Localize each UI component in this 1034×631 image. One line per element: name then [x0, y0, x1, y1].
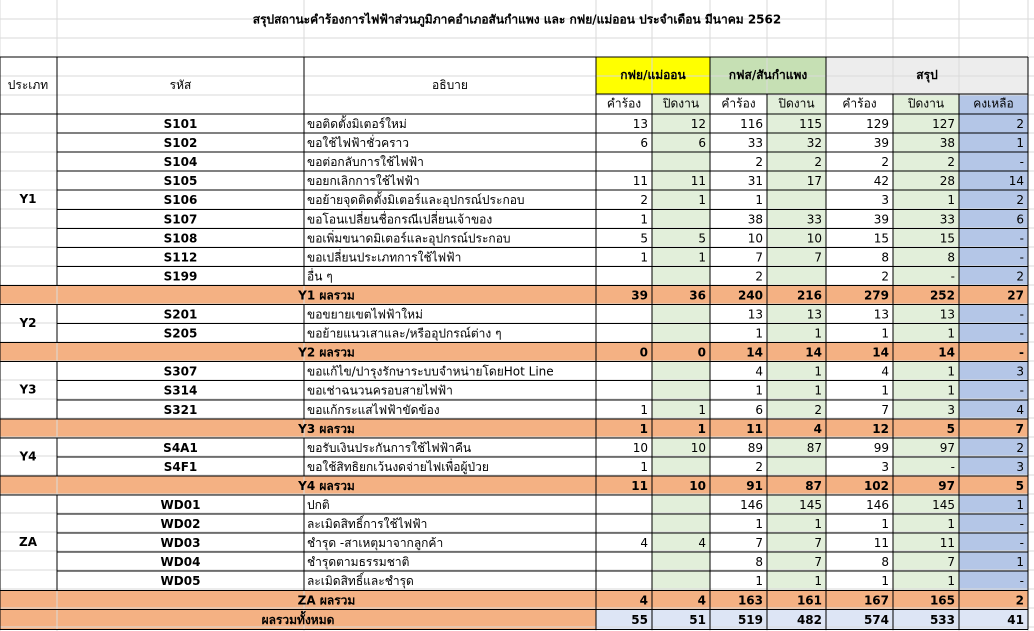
- value-cell: 97: [939, 440, 955, 455]
- remaining-value: 3: [1016, 364, 1024, 379]
- row-description: ขอเช่าฉนวนครอบสายไฟฟ้า: [307, 383, 453, 398]
- value-cell: 116: [740, 117, 763, 132]
- value-cell: 127: [932, 117, 955, 132]
- value-cell: 1: [755, 574, 763, 589]
- category-label: ZA: [19, 535, 37, 550]
- value-cell: 146: [866, 498, 889, 513]
- value-cell: 14: [938, 345, 955, 360]
- remaining-value: -: [1019, 383, 1024, 398]
- subtotal-label: Y1 ผลรวม: [298, 288, 355, 303]
- header-category: ประเภท: [7, 78, 49, 92]
- value-cell: 102: [863, 478, 889, 493]
- row-description: ขอขยายเขตไฟฟ้าใหม่: [307, 307, 423, 322]
- remaining-value: 27: [1007, 288, 1024, 303]
- row-description: ขอแก้กระแสไฟฟ้าขัดข้อง: [307, 402, 440, 417]
- value-cell: 145: [932, 498, 955, 513]
- value-cell: 161: [796, 593, 822, 608]
- value-cell: 6: [698, 136, 706, 151]
- value-cell: 115: [799, 117, 822, 132]
- remaining-value: -: [1019, 326, 1024, 341]
- value-cell: 6: [640, 136, 648, 151]
- value-cell: 11: [873, 536, 889, 551]
- value-fill: [893, 266, 959, 285]
- value-fill: [959, 228, 1028, 247]
- value-cell: 11: [631, 478, 648, 493]
- remaining-value: 7: [1015, 421, 1024, 436]
- value-cell: 31: [747, 174, 763, 189]
- value-cell: 7: [814, 536, 822, 551]
- value-cell: 1: [698, 193, 706, 208]
- value-cell: 1: [697, 421, 706, 436]
- header-code: รหัส: [169, 78, 192, 92]
- value-cell: 12: [872, 421, 889, 436]
- remaining-value: 6: [1016, 212, 1024, 227]
- value-cell: 1: [814, 574, 822, 589]
- value-cell: 1: [881, 326, 889, 341]
- value-cell: 51: [689, 612, 706, 627]
- header-description: อธิบาย: [432, 78, 468, 92]
- row-description: ขอแก้ไข/ปารุงรักษาระบบจำหน่ายโดยHot Line: [307, 364, 554, 379]
- value-fill: [652, 457, 710, 476]
- remaining-value: 5: [1015, 478, 1024, 493]
- value-cell: 10: [806, 231, 822, 246]
- sheet-title: สรุปสถานะคำร้องการไฟฟ้าส่วนภูมิภาคอำเภอสันกำแพง และ กฟย/แม่ออน ประจำเดือน มีนาคม 2562: [252, 12, 782, 27]
- value-cell: 2: [881, 155, 889, 170]
- value-cell: 1: [881, 574, 889, 589]
- value-cell: 17: [806, 174, 822, 189]
- value-cell: 2: [640, 193, 648, 208]
- value-fill: [767, 266, 826, 285]
- remaining-value: 14: [1008, 174, 1024, 189]
- value-cell: 2: [755, 155, 763, 170]
- row-code: S205: [163, 326, 198, 341]
- remaining-value: 1: [1016, 136, 1024, 151]
- value-cell: 13: [806, 307, 822, 322]
- value-cell: 10: [690, 440, 706, 455]
- row-code: S105: [163, 174, 198, 189]
- value-cell: 7: [947, 555, 955, 570]
- row-description: ขอติดตั้งมิเตอร์ใหม่: [307, 117, 407, 132]
- value-cell: 97: [938, 478, 955, 493]
- row-code: WD02: [160, 517, 201, 532]
- row-code: S107: [163, 212, 198, 227]
- value-cell: 1: [640, 459, 648, 474]
- value-cell: 0: [697, 345, 706, 360]
- row-description: ขอย้ายแนวเสาและ/หรืออุปกรณ์ต่าง ๆ: [307, 326, 502, 341]
- value-cell: 11: [690, 174, 706, 189]
- remaining-value: 3: [1016, 459, 1024, 474]
- value-cell: 32: [806, 136, 822, 151]
- row-code: S106: [163, 193, 198, 208]
- value-fill: [652, 381, 710, 400]
- row-code: S104: [163, 155, 198, 170]
- remaining-value: -: [1019, 574, 1024, 589]
- row-description: ขอเพิ่มขนาดมิเตอร์และอุปกรณ์ประกอบ: [307, 231, 511, 246]
- value-cell: 574: [863, 612, 889, 627]
- value-cell: 33: [939, 212, 955, 227]
- value-cell: 2: [755, 269, 763, 284]
- value-cell: 5: [640, 231, 648, 246]
- row-description: ขอรับเงินประกันการใช้ไฟฟ้าคืน: [307, 440, 472, 455]
- value-cell: 1: [755, 193, 763, 208]
- row-code: S307: [163, 364, 198, 379]
- subtotal-label: Y4 ผลรวม: [298, 478, 355, 493]
- value-cell: 1: [640, 402, 648, 417]
- remaining-value: -: [1019, 307, 1024, 322]
- row-code: S112: [163, 250, 198, 265]
- value-cell: 2: [755, 459, 763, 474]
- remaining-value: 2: [1016, 269, 1024, 284]
- value-cell: 533: [929, 612, 955, 627]
- value-cell: 1: [814, 364, 822, 379]
- header-remaining: คงเหลือ: [973, 96, 1014, 111]
- value-cell: 3: [881, 459, 889, 474]
- value-cell: 38: [747, 212, 763, 227]
- value-fill: [767, 190, 826, 209]
- row-description: ปกติ: [307, 498, 330, 513]
- row-code: WD04: [160, 555, 201, 570]
- value-cell: 8: [755, 555, 763, 570]
- row-description: ละเมิดสิทธิ์และชำรุด: [307, 574, 414, 589]
- row-code: WD05: [160, 574, 201, 589]
- value-fill: [652, 362, 710, 381]
- value-cell: 1: [698, 402, 706, 417]
- remaining-value: 1: [1016, 498, 1024, 513]
- value-cell: 39: [873, 212, 889, 227]
- row-description: ขอย้ายจุดติดตั้งมิเตอร์และอุปกรณ์ประกอบ: [307, 193, 525, 208]
- value-cell: 1: [755, 517, 763, 532]
- value-cell: 1: [640, 250, 648, 265]
- value-cell: 279: [863, 288, 889, 303]
- value-cell: 15: [939, 231, 955, 246]
- value-cell: 11: [632, 174, 648, 189]
- row-description: ขอโอนเปลี่ยนชื่อกรณีเปลี่ยนเจ้าของ: [307, 212, 493, 227]
- value-cell: 1: [881, 383, 889, 398]
- value-cell: 1: [947, 193, 955, 208]
- value-cell: 1: [814, 383, 822, 398]
- row-code: S321: [163, 402, 198, 417]
- value-cell: 4: [640, 536, 648, 551]
- remaining-value: -: [1019, 231, 1024, 246]
- value-cell: 1: [947, 326, 955, 341]
- row-description: ชำรุดตามธรรมชาติ: [307, 555, 410, 570]
- value-cell: 240: [737, 288, 763, 303]
- row-code: WD03: [160, 536, 201, 551]
- value-cell: 89: [747, 440, 763, 455]
- value-cell: 10: [632, 440, 648, 455]
- value-cell: 42: [873, 174, 889, 189]
- value-cell: 4: [697, 593, 706, 608]
- category-label: Y1: [19, 192, 37, 207]
- value-fill: [893, 457, 959, 476]
- header-request: คำร้อง: [606, 96, 642, 111]
- value-fill: [959, 533, 1028, 552]
- remaining-value: 4: [1016, 402, 1024, 417]
- category-label: Y2: [19, 316, 37, 331]
- value-cell: 7: [755, 250, 763, 265]
- row-code: S102: [163, 136, 198, 151]
- value-cell: 13: [747, 307, 763, 322]
- value-cell: 11: [939, 536, 955, 551]
- value-cell: 15: [873, 231, 889, 246]
- value-cell: 5: [946, 421, 955, 436]
- remaining-value: 41: [1007, 612, 1024, 627]
- row-description: ขอใช้สิทธิยกเว้นงดจ่ายไฟเพื่อผู้ป่วย: [307, 459, 489, 474]
- value-cell: 129: [866, 117, 889, 132]
- value-fill: [652, 514, 710, 533]
- value-cell: 167: [863, 593, 889, 608]
- value-cell: 2: [947, 155, 955, 170]
- header-group-sankamphaeng: กฟส/สันกำแพง: [728, 68, 808, 82]
- value-cell: 36: [689, 288, 706, 303]
- value-cell: 1: [639, 421, 648, 436]
- subtotal-label: Y2 ผลรวม: [298, 345, 355, 360]
- value-cell: 1: [814, 517, 822, 532]
- value-cell: 13: [873, 307, 889, 322]
- grand-total-label: ผลรวมทั้งหมด: [261, 612, 335, 627]
- value-cell: 28: [939, 174, 955, 189]
- row-code: S199: [163, 269, 198, 284]
- header-group-summary: สรุป: [916, 68, 938, 82]
- value-cell: 39: [873, 136, 889, 151]
- value-cell: 1: [640, 212, 648, 227]
- category-label: Y4: [19, 449, 37, 464]
- value-cell: 14: [746, 345, 763, 360]
- value-fill: [959, 324, 1028, 343]
- value-cell: 4: [639, 593, 648, 608]
- value-cell: 146: [740, 498, 763, 513]
- value-fill: [959, 152, 1028, 171]
- value-fill: [959, 571, 1028, 590]
- value-cell: 55: [631, 612, 648, 627]
- header-request: คำร้อง: [721, 96, 756, 111]
- row-description: ขอเปลี่ยนประเภทการใช้ไฟฟ้า: [307, 250, 462, 265]
- remaining-value: -: [1019, 250, 1024, 265]
- value-cell: 10: [747, 231, 763, 246]
- value-cell: 1: [947, 517, 955, 532]
- value-cell: 3: [881, 193, 889, 208]
- row-description: ชำรุด -สาเหตุมาจากลูกค้า: [307, 536, 444, 551]
- value-cell: 11: [746, 421, 763, 436]
- value-cell: -: [950, 459, 955, 474]
- value-cell: 163: [737, 593, 763, 608]
- value-cell: 14: [872, 345, 889, 360]
- value-cell: 38: [939, 136, 955, 151]
- value-fill: [959, 305, 1028, 324]
- value-fill: [652, 305, 710, 324]
- value-cell: 39: [631, 288, 648, 303]
- row-description: ละเมิดสิทธิ์การใช้ไฟฟ้า: [307, 517, 428, 532]
- category-label: Y3: [19, 382, 37, 397]
- value-cell: 99: [873, 440, 889, 455]
- value-cell: 2: [814, 155, 822, 170]
- value-cell: 12: [690, 117, 706, 132]
- header-closed: ปิดงาน: [778, 96, 815, 111]
- remaining-value: -: [1019, 345, 1024, 360]
- value-cell: 1: [881, 517, 889, 532]
- value-cell: 0: [639, 345, 648, 360]
- value-fill: [652, 324, 710, 343]
- value-fill: [652, 266, 710, 285]
- value-cell: 13: [939, 307, 955, 322]
- value-cell: 87: [806, 440, 822, 455]
- value-fill: [652, 495, 710, 514]
- remaining-value: -: [1019, 155, 1024, 170]
- value-cell: 8: [947, 250, 955, 265]
- value-cell: -: [950, 269, 955, 284]
- value-cell: 3: [947, 402, 955, 417]
- value-cell: 33: [747, 136, 763, 151]
- value-cell: 6: [755, 402, 763, 417]
- value-cell: 1: [947, 574, 955, 589]
- row-code: S101: [163, 117, 198, 132]
- header-group-maeon: กฟย/แม่ออน: [620, 68, 686, 82]
- value-cell: 519: [737, 612, 763, 627]
- row-description: ขอใช้ไฟฟ้าชั่วคราว: [307, 136, 410, 151]
- value-cell: 4: [698, 536, 706, 551]
- value-cell: 1: [755, 383, 763, 398]
- header-closed: ปิดงาน: [662, 96, 700, 111]
- remaining-value: -: [1019, 517, 1024, 532]
- value-cell: 8: [881, 555, 889, 570]
- value-fill: [959, 514, 1028, 533]
- value-cell: 7: [881, 402, 889, 417]
- row-code: S201: [163, 307, 198, 322]
- value-fill: [652, 209, 710, 228]
- value-cell: 1: [755, 326, 763, 341]
- value-fill: [652, 152, 710, 171]
- remaining-value: 2: [1015, 593, 1024, 608]
- value-cell: 1: [947, 383, 955, 398]
- value-cell: 4: [755, 364, 763, 379]
- value-cell: 1: [947, 364, 955, 379]
- row-code: S4F1: [163, 459, 198, 474]
- subtotal-label: ZA ผลรวม: [297, 593, 356, 608]
- value-cell: 7: [755, 536, 763, 551]
- row-code: WD01: [160, 498, 201, 513]
- remaining-value: 2: [1016, 193, 1024, 208]
- value-cell: 4: [881, 364, 889, 379]
- value-fill: [959, 247, 1028, 266]
- remaining-value: -: [1019, 536, 1024, 551]
- value-cell: 91: [746, 478, 763, 493]
- value-cell: 252: [929, 288, 955, 303]
- value-cell: 8: [881, 250, 889, 265]
- value-cell: 10: [689, 478, 706, 493]
- value-cell: 14: [805, 345, 822, 360]
- row-description: ขอยกเลิกการใช้ไฟฟ้า: [307, 174, 420, 189]
- value-cell: 1: [698, 250, 706, 265]
- header-closed: ปิดงาน: [907, 96, 945, 111]
- value-cell: 4: [813, 421, 822, 436]
- value-cell: 165: [929, 593, 955, 608]
- value-cell: 2: [814, 402, 822, 417]
- remaining-value: 2: [1016, 440, 1024, 455]
- value-fill: [959, 381, 1028, 400]
- value-cell: 482: [796, 612, 822, 627]
- value-cell: 5: [698, 231, 706, 246]
- value-cell: 7: [814, 555, 822, 570]
- value-cell: 2: [881, 269, 889, 284]
- row-code: S314: [163, 383, 198, 398]
- value-fill: [767, 457, 826, 476]
- value-cell: 145: [799, 498, 822, 513]
- remaining-value: 2: [1016, 117, 1024, 132]
- value-cell: 13: [632, 117, 648, 132]
- subtotal-label: Y3 ผลรวม: [298, 421, 355, 436]
- value-fill: [652, 571, 710, 590]
- row-description: อื่น ๆ: [307, 269, 333, 284]
- header-request: คำร้อง: [842, 96, 877, 111]
- value-cell: 216: [796, 288, 822, 303]
- row-description: ขอต่อกลับการใช้ไฟฟ้า: [307, 155, 424, 170]
- value-cell: 33: [806, 212, 822, 227]
- row-code: S108: [163, 231, 198, 246]
- value-cell: 7: [814, 250, 822, 265]
- value-fill: [652, 552, 710, 571]
- value-cell: 1: [814, 326, 822, 341]
- remaining-value: 1: [1016, 555, 1024, 570]
- row-code: S4A1: [163, 440, 198, 455]
- value-cell: 87: [805, 478, 822, 493]
